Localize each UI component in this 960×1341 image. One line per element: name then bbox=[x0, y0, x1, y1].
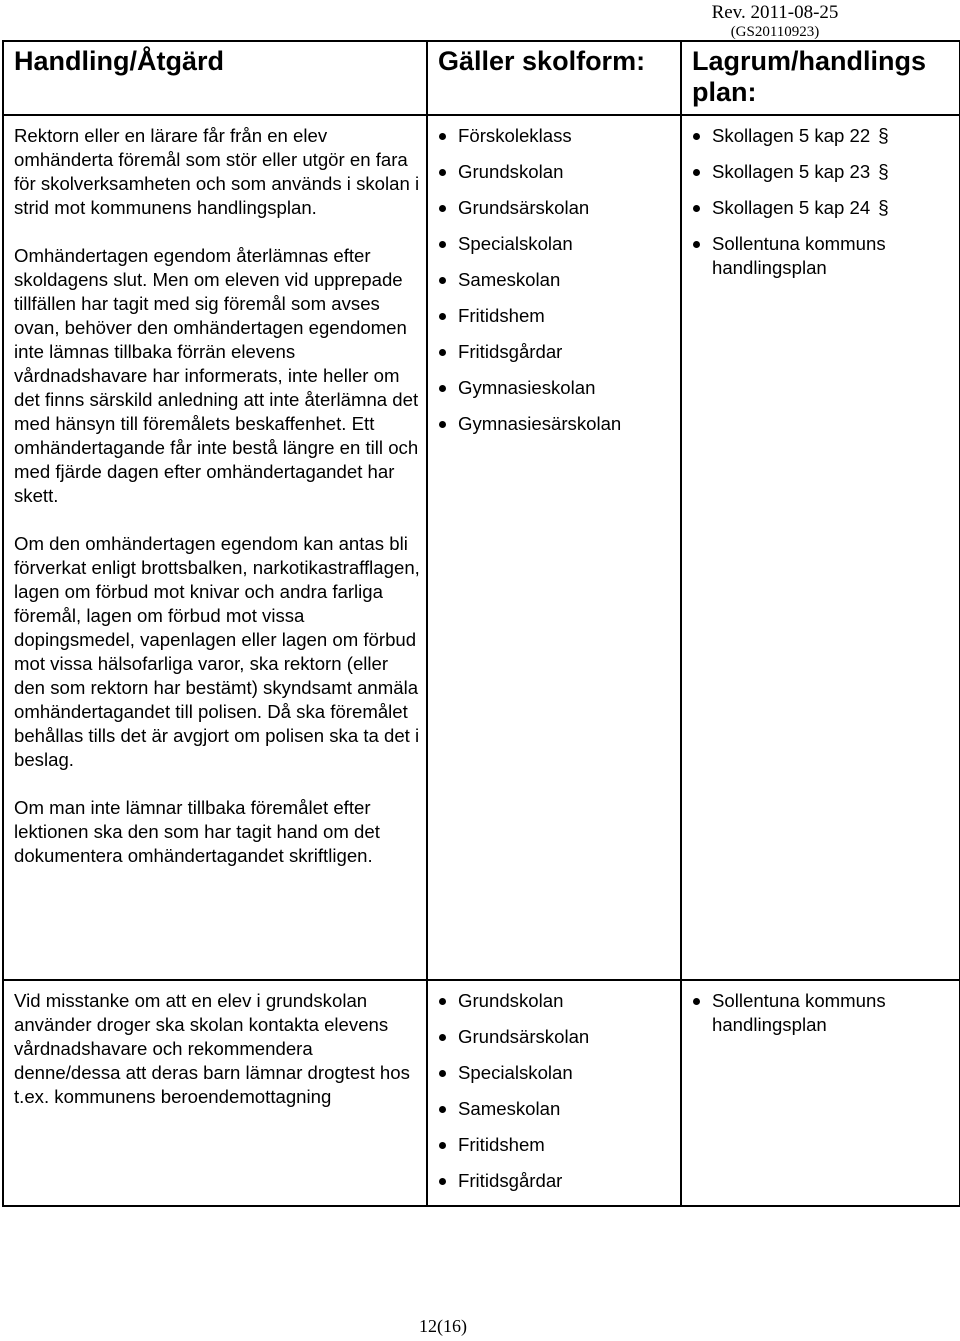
bullet-icon bbox=[439, 1178, 446, 1185]
legal-basis-cell bbox=[681, 115, 960, 980]
action-paragraph: Rektorn eller en lärare får från en elev omhänderta föremål som stör eller utgör en fara för skolverksamheten och som används i skolan i strid mot kommunens handlingsplan. bbox=[14, 125, 420, 218]
list-item: Fritidshem bbox=[436, 1133, 680, 1169]
school-form-list bbox=[428, 116, 680, 448]
school-form-cell bbox=[427, 980, 681, 1206]
table-row bbox=[3, 980, 960, 1206]
school-form-list bbox=[428, 981, 680, 1205]
action-table bbox=[2, 40, 960, 1207]
bullet-icon bbox=[693, 205, 700, 212]
list-item: Grundsärskolan bbox=[436, 1025, 680, 1061]
list-item: Grundsärskolan bbox=[436, 196, 680, 232]
section-sign: § bbox=[878, 126, 889, 147]
list-item: Sameskolan bbox=[436, 1097, 680, 1133]
bullet-icon bbox=[439, 1142, 446, 1149]
action-paragraph: Omhändertagen egendom återlämnas efter skoldagens slut. Men om eleven vid upprepade tillfällen har tagit med sig föremål som avses ovan, behöver den omhändertagen egendomen inte lämnas tillbaka förrän elevens vårdnadshavare har informerats, inte heller om det finns särskild anledning att inte återlämna det med hänsyn till föremålets beskaffenhet. Ett omhändertagande får inte bestå längre en till och med fjärde dagen efter omhändertagandet har skett. bbox=[14, 245, 419, 506]
bullet-icon bbox=[439, 277, 446, 284]
list-item: Sameskolan bbox=[436, 268, 680, 304]
header-legal-basis: Lagrum/handlings plan: bbox=[681, 41, 960, 115]
list-item: Specialskolan bbox=[436, 232, 680, 268]
list-item: Grundskolan bbox=[436, 160, 680, 196]
list-item: Fritidsgårdar bbox=[436, 1169, 680, 1205]
list-item: Fritidshem bbox=[436, 304, 680, 340]
legal-basis-list bbox=[682, 116, 959, 280]
list-item: Sollentuna kommuns handlingsplan bbox=[690, 232, 959, 280]
bullet-icon bbox=[439, 133, 446, 140]
revision-date: Rev. 2011-08-25 bbox=[711, 2, 839, 23]
bullet-icon bbox=[693, 133, 700, 140]
list-item: Skollagen 5 kap 23 § bbox=[690, 160, 959, 196]
school-form-cell bbox=[427, 115, 681, 980]
list-item: Förskoleklass bbox=[436, 124, 680, 160]
action-paragraph: Om man inte lämnar tillbaka föremålet efter lektionen ska den som har tagit hand om det dokumentera omhändertagandet skriftligen. bbox=[14, 797, 380, 866]
list-item: Grundskolan bbox=[436, 989, 680, 1025]
page-number: 12(16) bbox=[419, 1316, 467, 1336]
action-cell bbox=[3, 115, 427, 980]
bullet-icon bbox=[439, 385, 446, 392]
list-item: Fritidsgårdar bbox=[436, 340, 680, 376]
list-item: Skollagen 5 kap 24 § bbox=[690, 196, 959, 232]
header-school-form: Gäller skolform: bbox=[427, 41, 681, 115]
bullet-icon bbox=[693, 241, 700, 248]
action-paragraph: Om den omhändertagen egendom kan antas bli förverkat enligt brottsbalken, narkotikastrafflagen, lagen om förbud mot knivar och andra farliga föremål, lagen om förbud mot vissa dopingsmedel, vapenlagen eller lagen om förbud mot vissa hälsofarliga varor, ska rektorn (eller den som rektorn har bestämt) skyndsamt anmäla omhändertagandet till polisen. Då ska föremålet behållas tills det är avgjort om polisen ska ta det i beslag. bbox=[14, 533, 420, 770]
bullet-icon bbox=[439, 169, 446, 176]
bullet-icon bbox=[439, 1034, 446, 1041]
bullet-icon bbox=[439, 421, 446, 428]
bullet-icon bbox=[693, 998, 700, 1005]
list-item: Gymnasiesärskolan bbox=[436, 412, 680, 448]
legal-basis-list bbox=[682, 981, 959, 1037]
bullet-icon bbox=[439, 998, 446, 1005]
list-item: Skollagen 5 kap 22 § bbox=[690, 124, 959, 160]
bullet-icon bbox=[439, 313, 446, 320]
bullet-icon bbox=[439, 1106, 446, 1113]
section-sign: § bbox=[878, 162, 889, 183]
table-header-row bbox=[3, 41, 960, 115]
list-item: Sollentuna kommuns handlingsplan bbox=[690, 989, 959, 1037]
revision-stamp bbox=[700, 2, 850, 41]
table-row bbox=[3, 115, 960, 980]
revision-code: (GS20110923) bbox=[730, 23, 820, 40]
bullet-icon bbox=[439, 349, 446, 356]
legal-basis-cell bbox=[681, 980, 960, 1206]
bullet-icon bbox=[439, 1070, 446, 1077]
bullet-icon bbox=[693, 169, 700, 176]
bullet-icon bbox=[439, 241, 446, 248]
list-item: Specialskolan bbox=[436, 1061, 680, 1097]
list-item: Gymnasieskolan bbox=[436, 376, 680, 412]
action-cell bbox=[3, 980, 427, 1206]
section-sign: § bbox=[878, 198, 889, 219]
bullet-icon bbox=[439, 205, 446, 212]
header-action: Handling/Åtgärd bbox=[3, 41, 427, 115]
action-paragraph: Vid misstanke om att en elev i grundskolan använder droger ska skolan kontakta elevens vårdnadshavare och rekommendera denne/dessa att deras barn lämnar drogtest hos t.ex. kommunens beroendemottagning bbox=[14, 990, 410, 1107]
